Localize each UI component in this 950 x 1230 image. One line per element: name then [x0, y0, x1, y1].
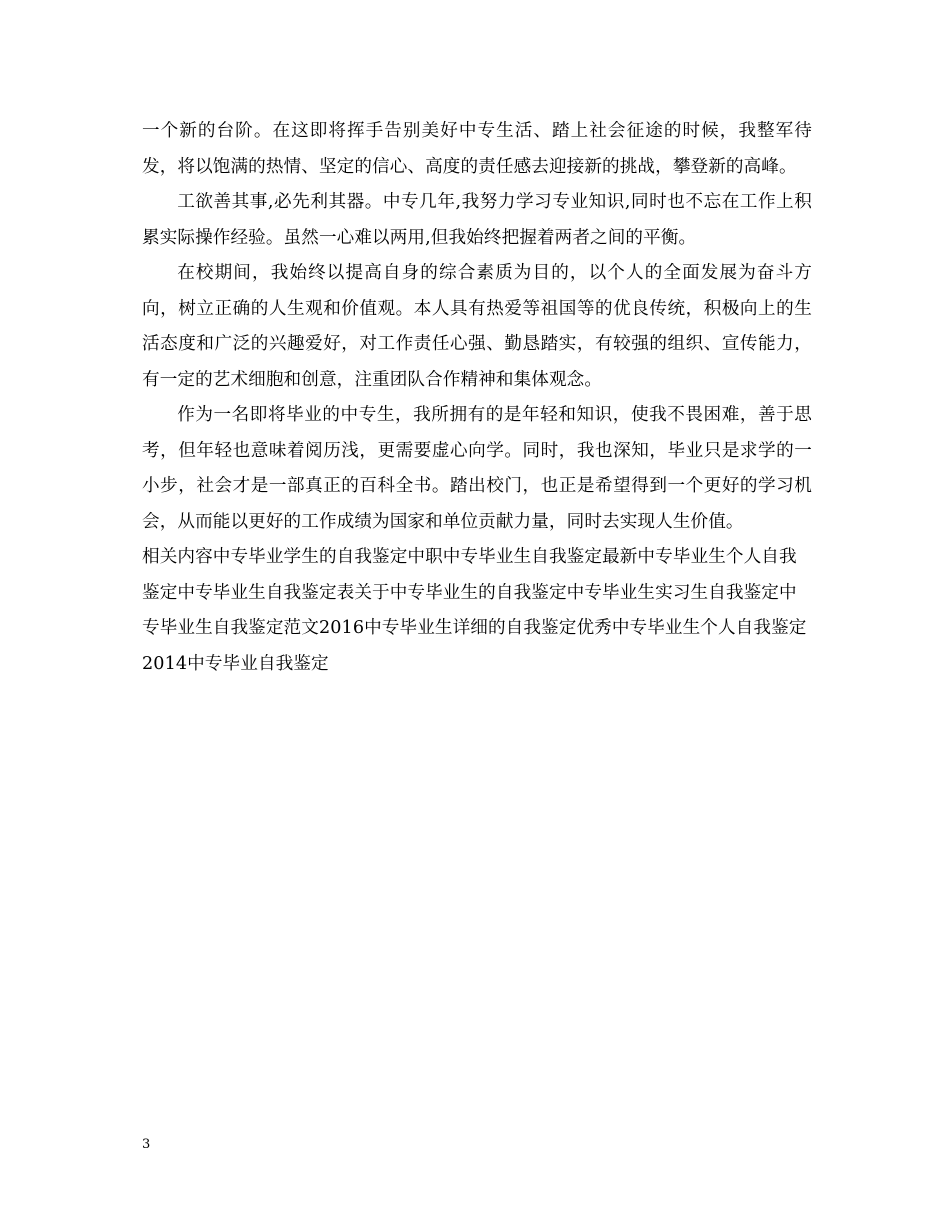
paragraph-school-period: 在校期间，我始终以提高自身的综合素质为目的，以个人的全面发展为奋斗方向，树立正确的人生观和价值观。本人具有热爱等祖国等的优良传统，积极向上的生活态度和广泛的兴趣爱好，对工作责任心强、勤恳踏实，有较强的组织、宣传能力，有一定的艺术细胞和创意，注重团队合作精神和集体观念。 [142, 263, 812, 390]
paragraph-graduate-outlook: 作为一名即将毕业的中专生，我所拥有的是年轻和知识，使我不畏困难，善于思考，但年轻也意味着阅历浅，更需要虚心向学。同时，我也深知，毕业只是求学的一小步，社会才是一部真正的百科全书。踏出校门，也正是希望得到一个更好的学习机会，从而能以更好的工作成绩为国家和单位贡献力量，同时去实现人生价值。 [142, 405, 812, 532]
paragraph-professional-skills: 工欲善其事,必先利其器。中专几年,我努力学习专业知识,同时也不忘在工作上积累实际操作经验。虽然一心难以两用,但我始终把握着两者之间的平衡。 [142, 192, 812, 248]
page-number: 3 [142, 1137, 151, 1152]
related-content-list: 相关内容中专毕业学生的自我鉴定中职中专毕业生自我鉴定最新中专毕业生个人自我鉴定中专毕业生自我鉴定表关于中专毕业生的自我鉴定中专毕业生实习生自我鉴定中专毕业生自我鉴定范文2016中专毕业生详细的自我鉴定优秀中专毕业生个人自我鉴定2014中专毕业自我鉴定 [142, 547, 807, 674]
document-body [142, 114, 812, 682]
paragraph-continuation: 一个新的台阶。在这即将挥手告别美好中专生活、踏上社会征途的时候，我整军待发，将以饱满的热情、坚定的信心、高度的责任感去迎接新的挑战，攀登新的高峰。 [142, 121, 812, 177]
